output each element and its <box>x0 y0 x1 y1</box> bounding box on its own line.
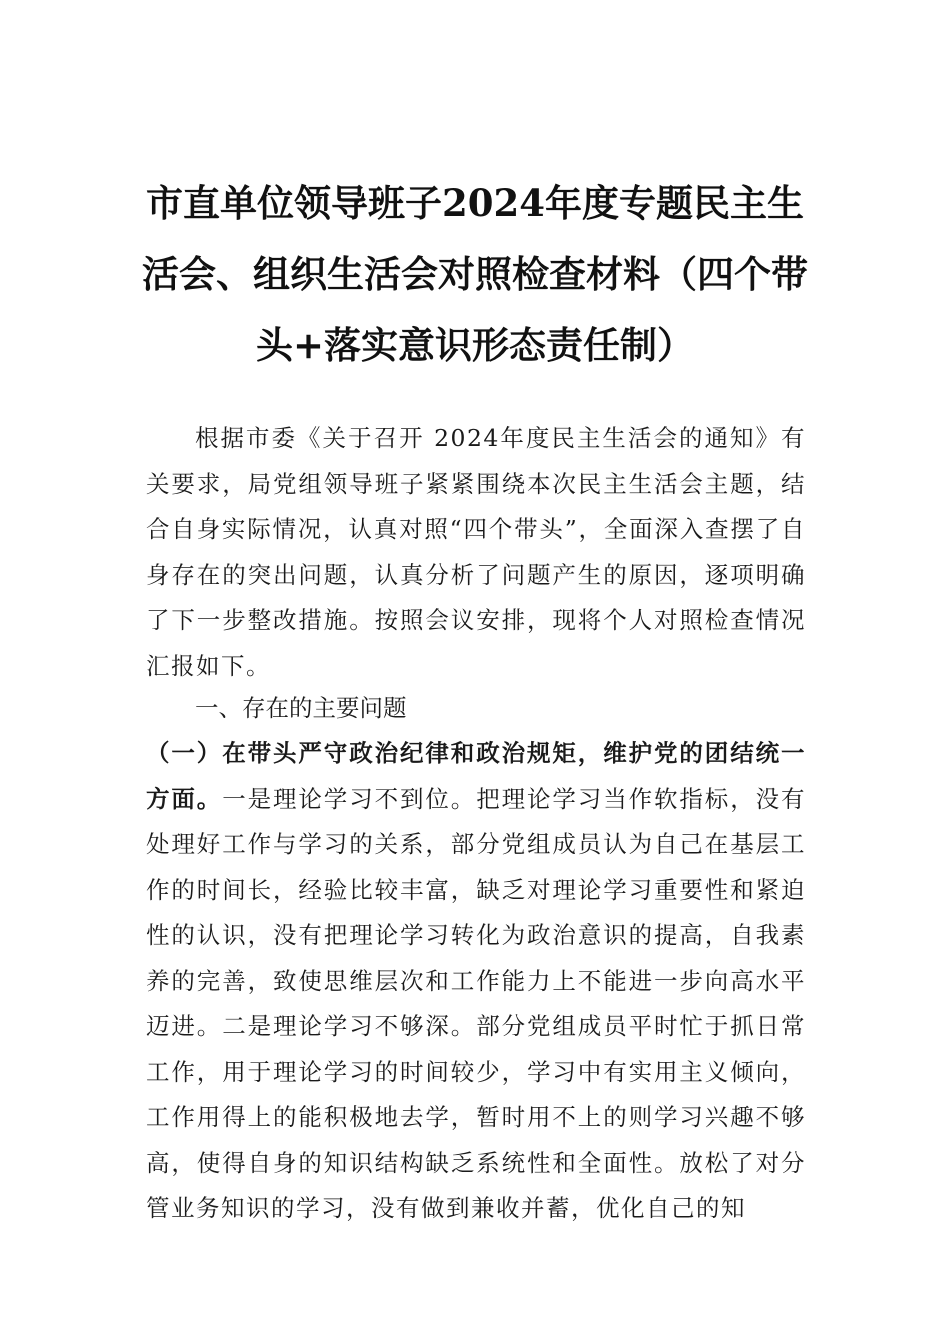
section-1-lead: （一）在带头严守政治纪律和政治规矩，维护党的团结统一方面。 <box>146 739 806 813</box>
document-title: 市直单位领导班子2024年度专题民主生活会、组织生活会对照检查材料（四个带头+落实意识形态责任制） <box>142 181 808 367</box>
intro-paragraph: 根据市委《关于召开 2024年度民主生活会的通知》有关要求，局党组领导班子紧紧围绕本次民主生活会主题，结合自身实际情况，认真对照“四个带头”，全面深入查摆了自身存在的突出问题，认真分析了问题产生的原因，逐项明确了下一步整改措施。按照会议安排，现将个人对照检查情况汇报如下。 <box>146 424 806 680</box>
section-heading-1: 一、存在的主要问题 <box>195 694 407 722</box>
section-1-body: 一是理论学习不到位。把理论学习当作软指标，没有处理好工作与学习的关系，部分党组成员认为自己在基层工作的时间长，经验比较丰富，缺乏对理论学习重要性和紧迫性的认识，没有把理论学习转化为政治意识的提高，自我素养的完善，致使思维层次和工作能力上不能进一步向高水平迈进。二是理论学习不够深。部分党组成员平时忙于抓日常工作，用于理论学习的时间较少，学习中有实用主义倾向，工作用得上的能积极地去学，暂时用不上的则学习兴趣不够高，使得自身的知识结构缺乏系统性和全面性。放松了对分管业务知识的学习，没有做到兼收并蓄，优化自己的知 <box>146 784 807 1222</box>
section-1-paragraph <box>146 731 806 1232</box>
